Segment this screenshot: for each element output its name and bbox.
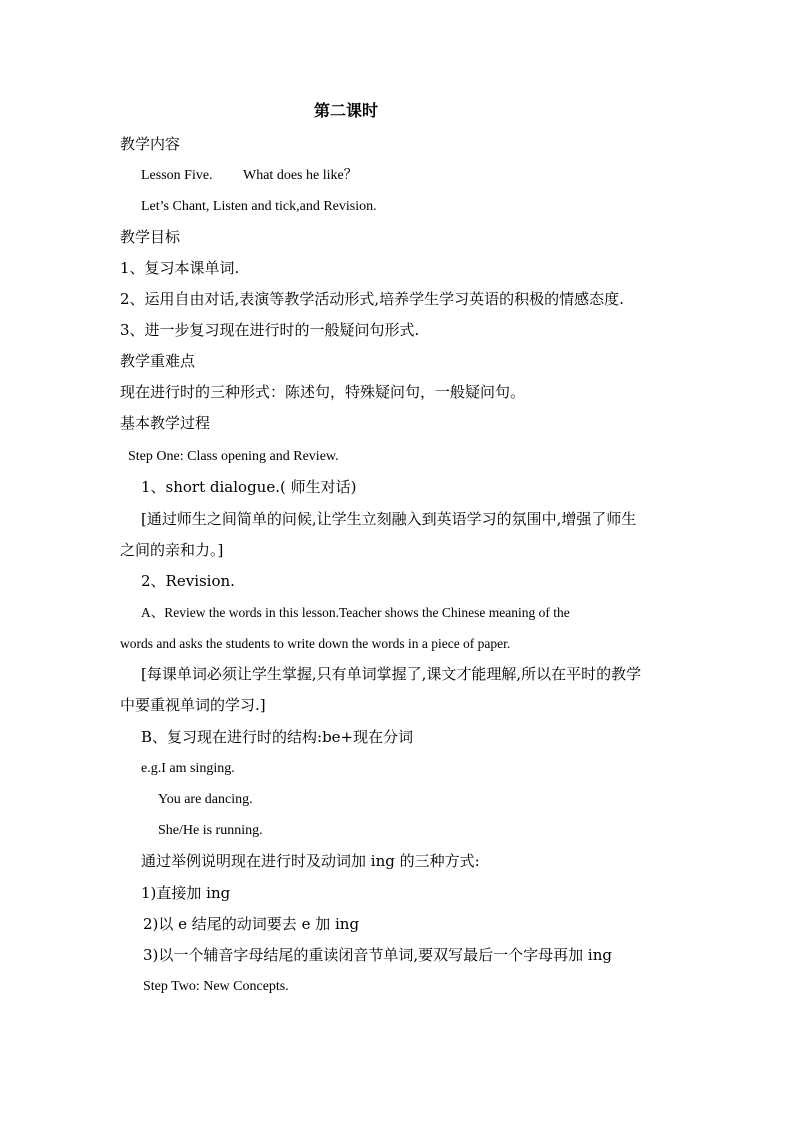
- objective-item-2: 2、运用自由对话,表演等教学活动形式,培养学生学习英语的积极的情感态度.: [120, 290, 624, 308]
- process-item-a-line-1: A、Review the words in this lesson.Teacher shows the Chinese meaning of the: [141, 605, 570, 620]
- content-heading: 教学内容: [120, 135, 181, 153]
- page-title: 第二课时: [314, 101, 379, 120]
- process-note-1-line-1: [通过师生之间简单的问候,让学生立刻融入到英语学习的氛围中,增强了师生: [141, 510, 637, 528]
- example-2: You are dancing.: [158, 792, 253, 807]
- rule-intro: 通过举例说明现在进行时及动词加 ing 的三种方式:: [141, 852, 480, 870]
- objectives-heading: 教学目标: [120, 228, 181, 246]
- example-3: She/He is running.: [158, 823, 263, 838]
- objective-item-1: 1、复习本课单词.: [120, 259, 240, 277]
- process-item-1: 1、short dialogue.( 师生对话): [141, 478, 357, 496]
- process-item-a-line-2: words and asks the students to write down the words in a piece of paper.: [120, 636, 511, 651]
- rule-3: 3)以一个辅音字母结尾的重读闭音节单词,要双写最后一个字母再加 ing: [143, 946, 612, 964]
- rule-1: 1)直接加 ing: [141, 884, 231, 902]
- lesson-question: What does he like？: [243, 168, 358, 183]
- process-item-2: 2、Revision.: [141, 572, 235, 590]
- process-heading: 基本教学过程: [120, 414, 211, 432]
- step-one: Step One: Class opening and Review.: [128, 449, 339, 464]
- process-note-2-line-2: 中要重视单词的学习.]: [120, 696, 266, 714]
- process-note-1-line-2: 之间的亲和力。]: [120, 541, 224, 559]
- lesson-activities: Let’s Chant, Listen and tick,and Revision.: [141, 199, 377, 214]
- process-item-b: B、复习现在进行时的结构:be+现在分词: [141, 728, 414, 746]
- step-two: Step Two: New Concepts.: [143, 979, 289, 994]
- process-note-2-line-1: [每课单词必须让学生掌握,只有单词掌握了,课文才能理解,所以在平时的教学: [141, 665, 642, 683]
- rule-2: 2)以 e 结尾的动词要去 e 加 ing: [143, 915, 360, 933]
- key-points-heading: 教学重难点: [120, 352, 196, 370]
- example-1: e.g.I am singing.: [141, 761, 235, 776]
- key-points-text: 现在进行时的三种形式：陈述句，特殊疑问句，一般疑问句。: [120, 383, 526, 401]
- objective-item-3: 3、进一步复习现在进行时的一般疑问句形式.: [120, 321, 420, 339]
- lesson-label: Lesson Five.: [141, 168, 213, 183]
